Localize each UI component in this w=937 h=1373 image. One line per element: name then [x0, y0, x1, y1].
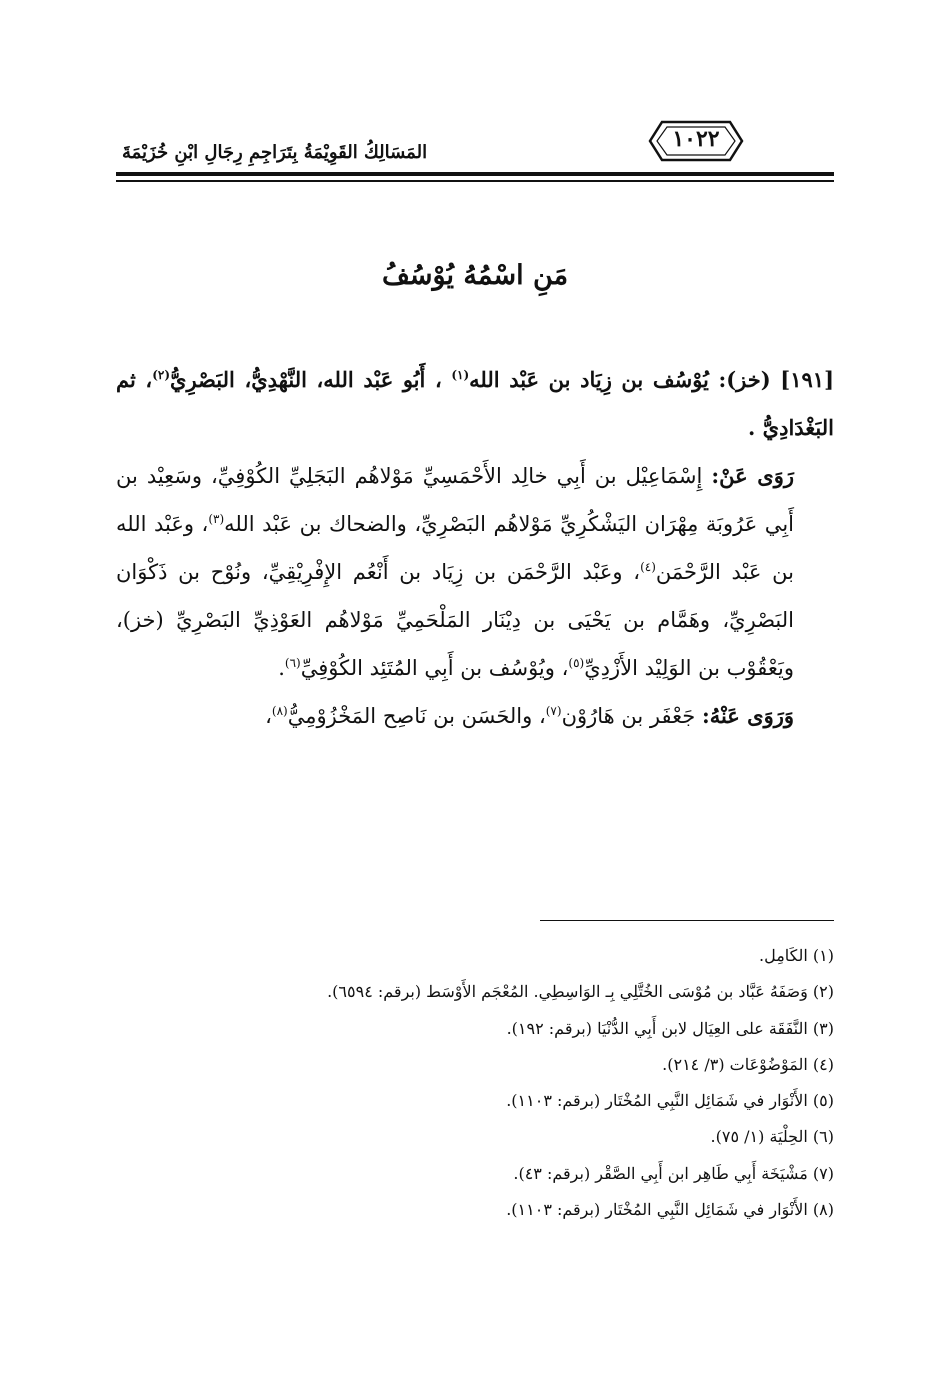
footnote-item: (٢) وَصَفَهُ عَبَّاد بن مُوْسَى الخُتَّلِي بِـ الوَاسِطِي. المُعْجَم الأَوْسَط (برقم: ٦٥٩٤).: [327, 982, 834, 1002]
footnote-item: (٥) الأَنْوَار في شَمَائِل النَّبِي المُخْتَار (برقم: ١١٠٣).: [506, 1091, 834, 1111]
entry-number: [١٩١]: [780, 367, 834, 392]
narrated-from-paragraph: [116, 452, 834, 692]
section-heading: مَنِ اسْمُهُ يُوْسُفُ: [381, 260, 569, 291]
entry-tail: ، ثم البَغْدَادِيُّ .: [116, 367, 834, 440]
narrated-from-label: رَوَى عَنْ:: [711, 463, 794, 488]
footnote-ref: (٥): [568, 656, 585, 670]
narrated-from-text: ، ويُوْسُف بن أَبِي المُتَئِد الكُوْفِيِّ: [300, 656, 569, 680]
footnote-item: (٧) مَشْيَخَة أَبِي طَاهِر ابن أَبِي الصَّقْر (برقم: ٤٣).: [513, 1163, 834, 1183]
footnote-ref: (٨): [271, 704, 288, 718]
narrated-from-text: ، وعَبْد الرَّحْمَن بن زِيَاد بن أَنْعُم الإِفْرِيْقِيِّ، ونُوْح بن ذَكْوَان البَصْرِيِّ، وهَمَّام بن يَحْيَى بن دِيْنَار المَلْحَمِيِّ مَوْلاهُم العَوْذِيِّ البَصْرِيِّ (خز)، ويَعْقُوْب بن الوَلِيْد الأَزْدِيِّ: [116, 560, 794, 680]
entry-kunya: أَبُو عَبْد الله، النَّهْدِيُّ،: [244, 367, 426, 392]
footnote-item: (١) الكَامِل.: [759, 946, 834, 965]
footnote-ref: (٧): [545, 704, 562, 718]
page-number-frame: [648, 118, 744, 164]
page-number: ١٠٢٢: [672, 126, 720, 152]
narrators-from-him-text: جَعْفَر بن هَارُوْن: [561, 704, 696, 728]
footnote-item: (٤) المَوْضُوْعَات (٣/ ٢١٤).: [662, 1054, 834, 1074]
narrated-from-text: إِسْمَاعِيْل بن أَبِي خالِد الأَحْمَسِيِّ مَوْلاهُم البَجَلِيِّ الكُوْفِيِّ، وسَعِيْد بن أَبِي عَرُوبَة مِهْرَان اليَشْكُرِيِّ مَوْلاهُم البَصْرِيِّ، والضحاك بن عَبْد الله: [116, 464, 794, 536]
narrators-from-him-paragraph: [116, 692, 834, 740]
footnote-ref: (٦): [284, 656, 301, 670]
narrators-from-him-label: وَرَوَى عَنْهُ:: [701, 703, 794, 728]
entry-body: [116, 356, 834, 740]
footnotes: [116, 938, 834, 1228]
narrators-from-him-text: ،: [265, 704, 272, 728]
entry-nisba: البَصْرِيُّ: [170, 367, 235, 392]
narrators-from-him-text: ، والحَسَن بن نَاصِح المَخْزُوْمِيُّ: [287, 704, 546, 728]
header-rule: [116, 172, 834, 176]
running-title: المَسَالِكُ القَوِيْمَةُ بِتَرَاجِمِ رِجَالِ ابْنِ خُزَيْمَةَ: [122, 142, 428, 163]
footnote-item: (٦) الحِلْيَة (١/ ٧٥).: [710, 1127, 834, 1147]
footnote-ref: (١): [451, 368, 470, 382]
header-rule-thin: [116, 180, 834, 182]
entry-separator: ،: [434, 367, 442, 392]
entry-heading: [116, 356, 834, 452]
footnote-item: (٨) الأَنْوَار في شَمَائِل النَّبِي المُخْتَار (برقم: ١١٠٣).: [506, 1200, 834, 1220]
footnote-ref: (٢): [152, 368, 171, 382]
page-header: [116, 112, 834, 190]
entry-code: (خز):: [718, 367, 771, 392]
footnote-separator: [540, 920, 834, 921]
footnote-ref: (٤): [640, 560, 656, 574]
footnote-item: (٣) النَّفَقَة على العِيَال لابن أَبِي الدُّنْيَا (برقم: ١٩٢).: [506, 1018, 834, 1038]
narrated-from-text: ، وعَبْد الله بن عَبْد الرَّحْمَن: [116, 512, 794, 584]
footnote-ref: (٣): [208, 512, 225, 526]
narrated-from-text: .: [278, 656, 285, 680]
entry-name: يُوْسُف بن زِيَاد بن عَبْد الله: [469, 367, 709, 392]
